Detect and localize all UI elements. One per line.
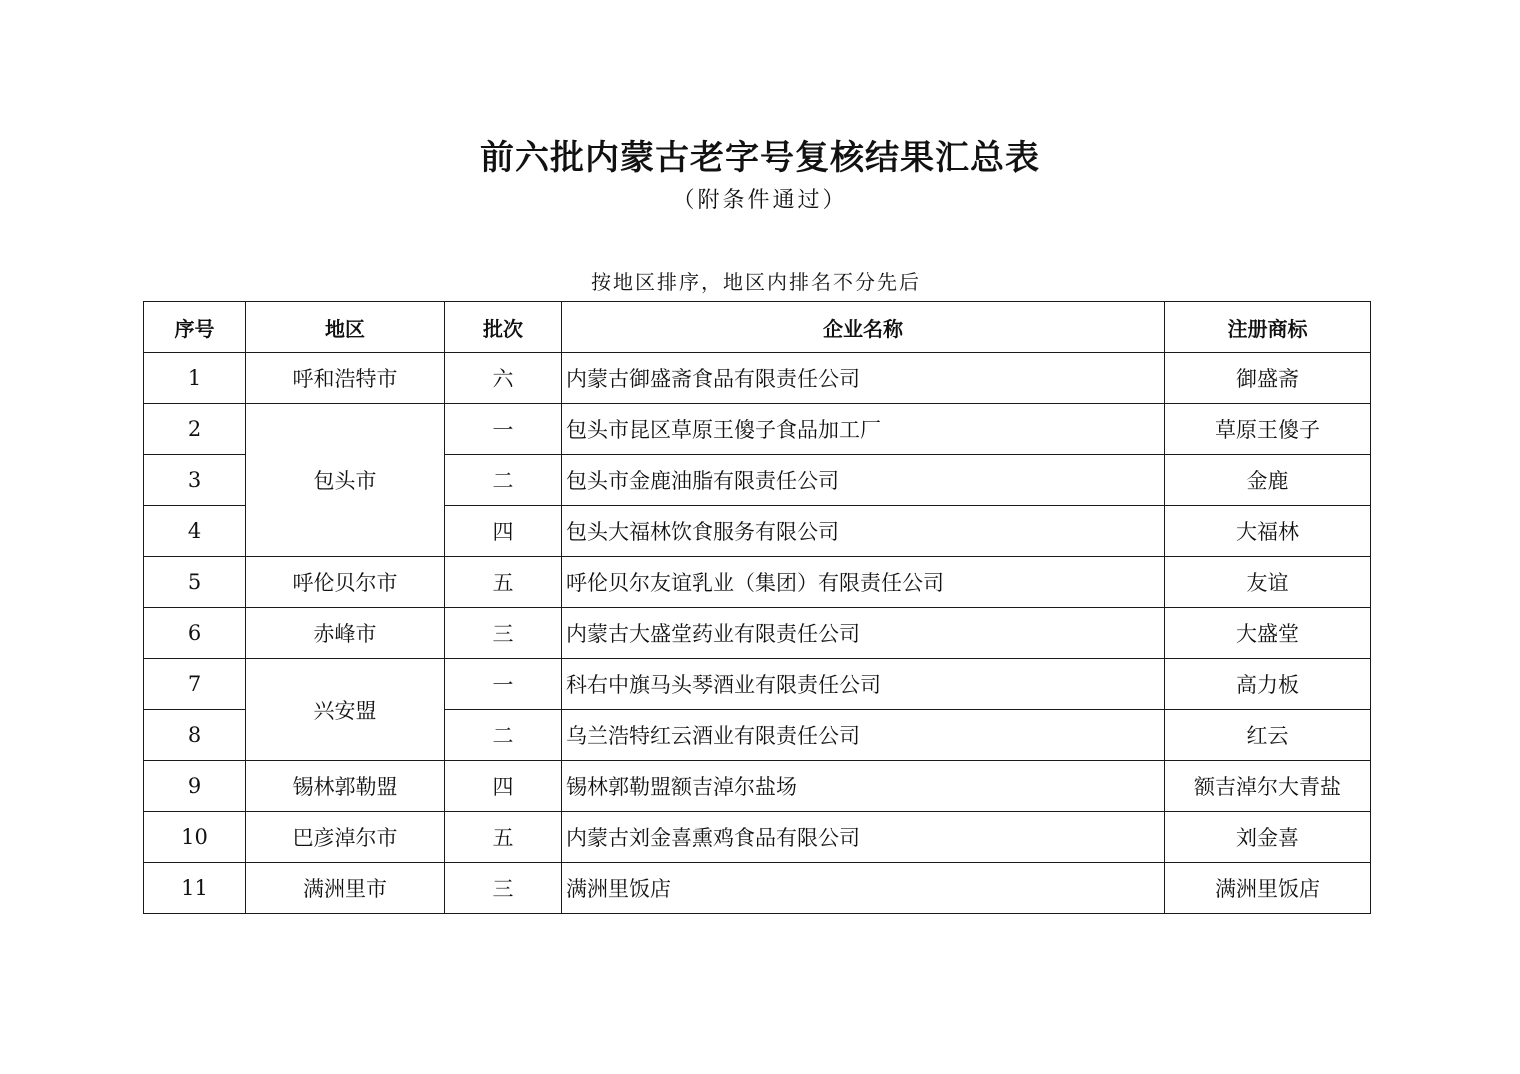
table-row [144,761,1371,812]
row-trademark: 大盛堂 [1165,608,1371,659]
table-row [144,353,1371,404]
page-title: 前六批内蒙古老字号复核结果汇总表 [480,138,1040,178]
header-batch: 批次 [445,302,562,353]
row-region: 锡林郭勒盟 [246,761,445,812]
row-batch: 五 [445,557,562,608]
row-region: 兴安盟 [246,659,445,761]
header-row [144,302,1371,353]
row-index: 11 [144,863,246,914]
row-region: 包头市 [246,404,445,557]
table-header [144,302,1371,353]
row-batch: 五 [445,812,562,863]
row-company: 满洲里饭店 [562,863,1165,914]
row-company: 包头市金鹿油脂有限责任公司 [562,455,1165,506]
row-batch: 一 [445,404,562,455]
row-trademark: 满洲里饭店 [1165,863,1371,914]
row-trademark: 额吉淖尔大青盐 [1165,761,1371,812]
row-index: 8 [144,710,246,761]
row-index: 6 [144,608,246,659]
page-subtitle: （附条件通过） [672,188,848,213]
row-trademark: 刘金喜 [1165,812,1371,863]
row-index: 2 [144,404,246,455]
table-row [144,557,1371,608]
row-index: 4 [144,506,246,557]
row-company: 内蒙古刘金喜熏鸡食品有限公司 [562,812,1165,863]
row-index: 1 [144,353,246,404]
row-batch: 六 [445,353,562,404]
row-company: 包头大福林饮食服务有限公司 [562,506,1165,557]
row-index: 10 [144,812,246,863]
row-trademark: 红云 [1165,710,1371,761]
row-trademark: 御盛斋 [1165,353,1371,404]
row-region: 满洲里市 [246,863,445,914]
row-batch: 二 [445,710,562,761]
table-row [144,659,1371,710]
sort-note: 按地区排序，地区内排名不分先后 [591,270,921,294]
header-company: 企业名称 [562,302,1165,353]
header-index: 序号 [144,302,246,353]
row-trademark: 大福林 [1165,506,1371,557]
row-company: 科右中旗马头琴酒业有限责任公司 [562,659,1165,710]
row-batch: 三 [445,608,562,659]
row-trademark: 金鹿 [1165,455,1371,506]
row-trademark: 友谊 [1165,557,1371,608]
table-row [144,404,1371,455]
header-trademark: 注册商标 [1165,302,1371,353]
row-index: 9 [144,761,246,812]
row-trademark: 高力板 [1165,659,1371,710]
row-company: 内蒙古御盛斋食品有限责任公司 [562,353,1165,404]
row-company: 乌兰浩特红云酒业有限责任公司 [562,710,1165,761]
row-batch: 一 [445,659,562,710]
row-region: 呼和浩特市 [246,353,445,404]
row-company: 锡林郭勒盟额吉淖尔盐场 [562,761,1165,812]
row-batch: 三 [445,863,562,914]
row-index: 7 [144,659,246,710]
row-trademark: 草原王傻子 [1165,404,1371,455]
row-batch: 四 [445,761,562,812]
table-body [144,353,1371,914]
row-index: 3 [144,455,246,506]
table-row [144,608,1371,659]
table-row [144,812,1371,863]
summary-table [143,301,1371,914]
row-region: 巴彦淖尔市 [246,812,445,863]
row-company: 内蒙古大盛堂药业有限责任公司 [562,608,1165,659]
row-company: 包头市昆区草原王傻子食品加工厂 [562,404,1165,455]
row-index: 5 [144,557,246,608]
row-batch: 二 [445,455,562,506]
row-batch: 四 [445,506,562,557]
row-company: 呼伦贝尔友谊乳业（集团）有限责任公司 [562,557,1165,608]
header-region: 地区 [246,302,445,353]
row-region: 呼伦贝尔市 [246,557,445,608]
table-row [144,863,1371,914]
row-region: 赤峰市 [246,608,445,659]
